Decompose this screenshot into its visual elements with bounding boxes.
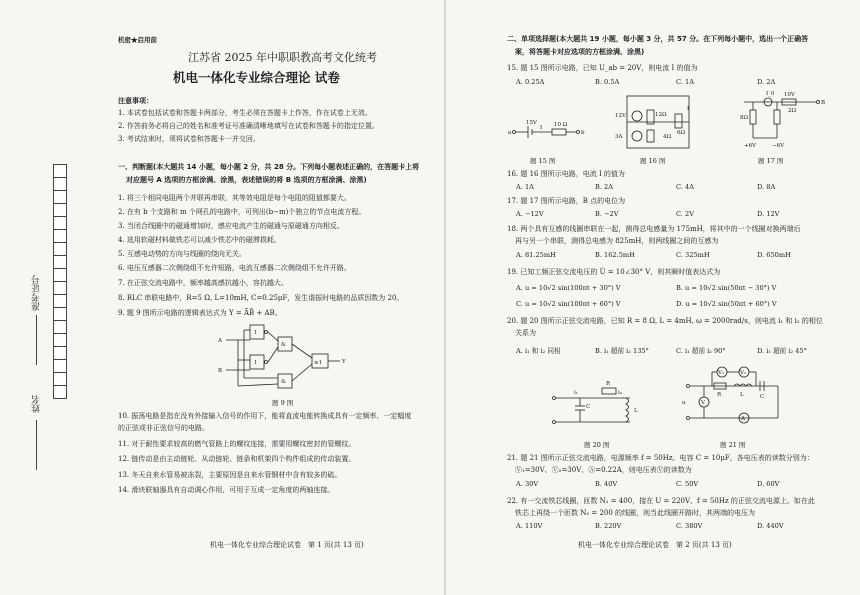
q15-option-d: D. 2A [757, 78, 776, 86]
question-item: 8. RLC 串联电路中，R=5 Ω, L=10mH, C=0.25μF，发生谐振时电路的品质因数为 20。 [118, 294, 404, 302]
q22-option-c: C. 380V [676, 522, 703, 530]
fig9-input-a: A [218, 338, 222, 344]
footer-page-1: 机电一体化专业综合理论试卷 第 1 页(共 13 页) [210, 541, 364, 549]
q16-option-a: A. 1A [516, 183, 534, 191]
q21-option-a: A. 30V [516, 480, 539, 488]
svg-text:i₂: i₂ [618, 390, 622, 396]
question-item: 14. 滑块联轴器具有自动调心作用，可用于互成一定角度的两轴连接。 [118, 486, 335, 494]
svg-text:R: R [717, 392, 722, 398]
fig16-caption: 题 16 图 [640, 157, 666, 165]
question-item: 11. 对于耐性要求较高的燃气管路上的螺纹连接，需要用螺纹密封的管螺纹。 [118, 440, 356, 448]
confidential-mark: 机密★启用前 [118, 36, 157, 44]
q20-option-d: D. i₁ 超前 i₂ 45° [757, 347, 807, 355]
svg-text:&: & [281, 342, 286, 348]
svg-text:b: b [581, 130, 585, 136]
q16-option-d: D. 8A [757, 183, 776, 191]
section1-title-cont: 对应题号 A 选项的方框涂满、涂黑，表述错误的将 B 选项的方框涂满、涂黑) [126, 176, 367, 184]
fig17-circuit [730, 90, 830, 152]
question-item: 10. 振荡电路是指在没有外接输入信号的作用下，能将直流电能转换成具有一定频率、一定幅度 [118, 412, 412, 420]
q22-text-cont: 铁芯上再绕一个匝数 N₂ = 200 的线圈，则当此线圈开路时，其两端的电压为 [515, 509, 756, 517]
exam-title: 江苏省 2025 年中职职教高考文化统考 [188, 51, 377, 64]
fig20-caption: 题 20 图 [584, 441, 610, 449]
q19-option-d: D. u = 10√2 sin(50πt + 60°) V [676, 300, 777, 308]
svg-text:R: R [606, 381, 611, 387]
notice-item: 1. 本试卷包括试卷和答题卡两部分，考生必须在答题卡上作答，作在试卷上无效。 [118, 109, 372, 117]
fig9-logic-diagram [218, 322, 358, 397]
fig20-circuit [550, 378, 640, 430]
q16-text: 16. 题 16 图所示电路，电流 I 的值为 [507, 170, 625, 178]
q18-option-c: C. 325mH [676, 251, 710, 259]
svg-text:8Ω: 8Ω [740, 115, 749, 121]
section2-title-cont: 案，将答题卡对应选项的方框涂满、涂黑) [515, 48, 645, 56]
svg-text:1: 1 [254, 330, 258, 336]
name-line [36, 420, 37, 470]
section1-title: 一、判断题(本大题共 14 小题，每小题 2 分，共 28 分。下列每小题表述正确的，在答题卡上将 [118, 163, 420, 171]
fig9-output-y: Y [342, 359, 346, 365]
q15-text: 15. 题 15 图所示电路，已知 U_ab = 20V，则电流 I 的值为 [507, 64, 698, 72]
q15-option-a: A. 0.25A [516, 78, 545, 86]
q15-option-b: B. 0.5A [595, 78, 620, 86]
question-item: 4. 选用软磁材料做铁芯可以减少铁芯中的磁滞损耗。 [118, 236, 281, 244]
q18-text: 18. 两个具有互感的线圈串联在一起，测得总电感量为 175mH，将其中的一个线圈对换两端后 [507, 225, 801, 233]
q20-option-a: A. i₁ 和 i₂ 同相 [516, 347, 561, 355]
q21-option-b: B. 40V [595, 480, 618, 488]
svg-text:L: L [740, 392, 744, 398]
name-label: 姓名 [32, 395, 42, 413]
svg-text:u: u [682, 400, 686, 406]
q21-text: 21. 题 21 图所示正弦交流电路，电源频率 f = 50Hz，电容 C = 10μF，各电压表的读数分别为： [507, 454, 814, 462]
svg-text:i₁: i₁ [574, 390, 578, 396]
q22-text: 22. 有一交流铁芯线圈，匝数 N₁ = 400，接在 U = 220V、f = 50Hz 的正弦交流电源上。如在此 [507, 497, 815, 505]
q19-text: 19. 已知工频正弦交流电压的 U̇ = 10∠30° V，则其瞬时值表达式为 [507, 268, 721, 276]
svg-text:B: B [821, 100, 826, 106]
q19-option-b: B. u = 10√2 sin(50πt − 30°) V [676, 284, 777, 292]
id-number-label: 准考证号 [32, 275, 42, 311]
svg-text:&: & [281, 379, 286, 385]
q18-text-cont: 再与另一个串联，测得总电感为 825mH，则两线圈之间的互感为 [515, 237, 719, 245]
svg-text:I: I [540, 125, 543, 131]
question-item: 13. 冬天自来水管易被冻裂，主要原因是自来水管钢材中含有较多的硫。 [118, 471, 342, 479]
question-item: 2. 在有 b 个支路和 m 个网孔的电路中，可列出(b−m)个独立的节点电流方程。 [118, 208, 366, 216]
svg-text:12V: 12V [615, 113, 626, 119]
svg-text:V₁: V₁ [718, 370, 725, 376]
q17-option-a: A. −12V [516, 210, 544, 218]
q18-option-b: B. 162.5mH [595, 251, 635, 259]
question-item: 1. 将三个相同电阻两个并联再串联，其等效电阻是每个电阻的阻值都要大。 [118, 194, 351, 202]
q17-text: 17. 题 17 图所示电路，B 点的电位为 [507, 197, 626, 205]
svg-text:a: a [508, 130, 512, 136]
notice-heading: 注意事项： [118, 97, 153, 105]
q19-option-a: A. u = 10√2 sin(100πt + 30°) V [516, 284, 621, 292]
fig15-circuit [508, 112, 583, 152]
svg-text:V: V [701, 400, 705, 406]
q16-option-b: B. 2A [595, 183, 613, 191]
q17-option-b: B. −2V [595, 210, 619, 218]
q18-option-a: A. 81.25mH [516, 251, 556, 259]
question-item: 12. 链传动是由主动链轮、从动链轮、链条和机架四个构件组成的传动装置。 [118, 455, 356, 463]
q22-option-d: D. 440V [757, 522, 784, 530]
fig9-input-b: B [218, 368, 223, 374]
notice-item: 3. 考试结束时，须将试卷和答题卡一并交回。 [118, 135, 260, 143]
svg-text:V₂: V₂ [740, 370, 747, 376]
q15-option-c: C. 1A [676, 78, 694, 86]
question-item: 7. 在正弦交流电路中，频率越高感抗越小，容抗越大。 [118, 279, 288, 287]
question-item: 6. 电压互感器二次侧绕组不允许短路，电流互感器二次侧绕组不允许开路。 [118, 264, 351, 272]
q20-text: 20. 题 20 图所示正弦交流电路，已知 R = 8 Ω, L = 4mH, ω = 2000rad/s，则电流 i₁ 和 i₂ 的相位 [507, 317, 823, 325]
q22-option-a: A. 110V [516, 522, 543, 530]
svg-text:+6V: +6V [744, 143, 757, 149]
svg-text:−6V: −6V [772, 143, 785, 149]
question-item-cont: 的正弦或非正弦信号的电路。 [118, 424, 209, 432]
q21-option-c: C. 50V [676, 480, 699, 488]
fig21-circuit [682, 366, 792, 426]
svg-text:4Ω: 4Ω [663, 134, 672, 140]
question-item: 5. 互感电动势的方向与线圈的绕向无关。 [118, 250, 246, 258]
fig16-circuit [615, 92, 695, 154]
q17-option-d: D. 12V [757, 210, 780, 218]
fig9-caption: 题 9 图 [272, 399, 294, 407]
svg-text:A: A [741, 416, 745, 422]
svg-text:10 Ω: 10 Ω [554, 122, 568, 128]
q22-option-b: B. 220V [595, 522, 622, 530]
svg-text:15V: 15V [526, 120, 537, 126]
q21-option-d: D. 60V [757, 480, 780, 488]
q17-option-c: C. 2V [676, 210, 694, 218]
svg-text:I_0: I_0 [766, 91, 775, 97]
fig17-caption: 题 17 图 [758, 157, 784, 165]
fig21-caption: 题 21 图 [720, 441, 746, 449]
svg-text:3A: 3A [615, 134, 623, 140]
q20-option-c: C. i₁ 超前 i₂ 90° [676, 347, 726, 355]
svg-text:L: L [634, 408, 638, 414]
q18-option-d: D. 650mH [757, 251, 791, 259]
paper-title: 机电一体化专业综合理论 试卷 [173, 70, 340, 85]
svg-text:I: I [687, 106, 690, 112]
page-fold [444, 0, 446, 595]
q19-option-c: C. u = 10√2 sin(100πt + 60°) V [516, 300, 621, 308]
svg-text:C: C [760, 394, 765, 400]
svg-text:≥1: ≥1 [314, 360, 323, 366]
svg-text:2Ω: 2Ω [788, 108, 797, 114]
question-item: 3. 当闭合线圈中的磁通增加时，感应电流产生的磁通与原磁通方向相反。 [118, 222, 344, 230]
svg-text:6Ω: 6Ω [677, 130, 686, 136]
q20-option-b: B. i₁ 超前 i₂ 135° [595, 347, 649, 355]
svg-text:1: 1 [254, 360, 258, 366]
svg-text:C: C [586, 404, 591, 410]
question-item: 9. 题 9 图所示电路的逻辑表达式为 Y = ĀB̄ + AB。 [118, 309, 282, 317]
notice-item: 2. 作答前务必将自己的姓名和准考证号准确清晰地填写在试卷和答题卡的指定位置。 [118, 122, 379, 130]
q16-option-c: C. 4A [676, 183, 694, 191]
fig15-caption: 题 15 图 [530, 157, 556, 165]
svg-text:12Ω: 12Ω [655, 112, 667, 118]
section2-title: 二、单项选择题(本大题共 19 小题，每小题 3 分，共 57 分。在下列每小题中，选出一个正确答 [507, 35, 809, 43]
id-line [36, 315, 37, 365]
q21-text-cont: Ⓥ₁=30V、Ⓥ₂=30V、Ⓐ=0.22A，则电压表Ⓥ的读数为 [515, 466, 692, 474]
id-number-boxes [53, 165, 67, 399]
footer-page-2: 机电一体化专业综合理论试卷 第 2 页(共 13 页) [578, 541, 732, 549]
svg-text:10V: 10V [784, 92, 795, 98]
q20-text-cont: 关系为 [515, 329, 536, 337]
